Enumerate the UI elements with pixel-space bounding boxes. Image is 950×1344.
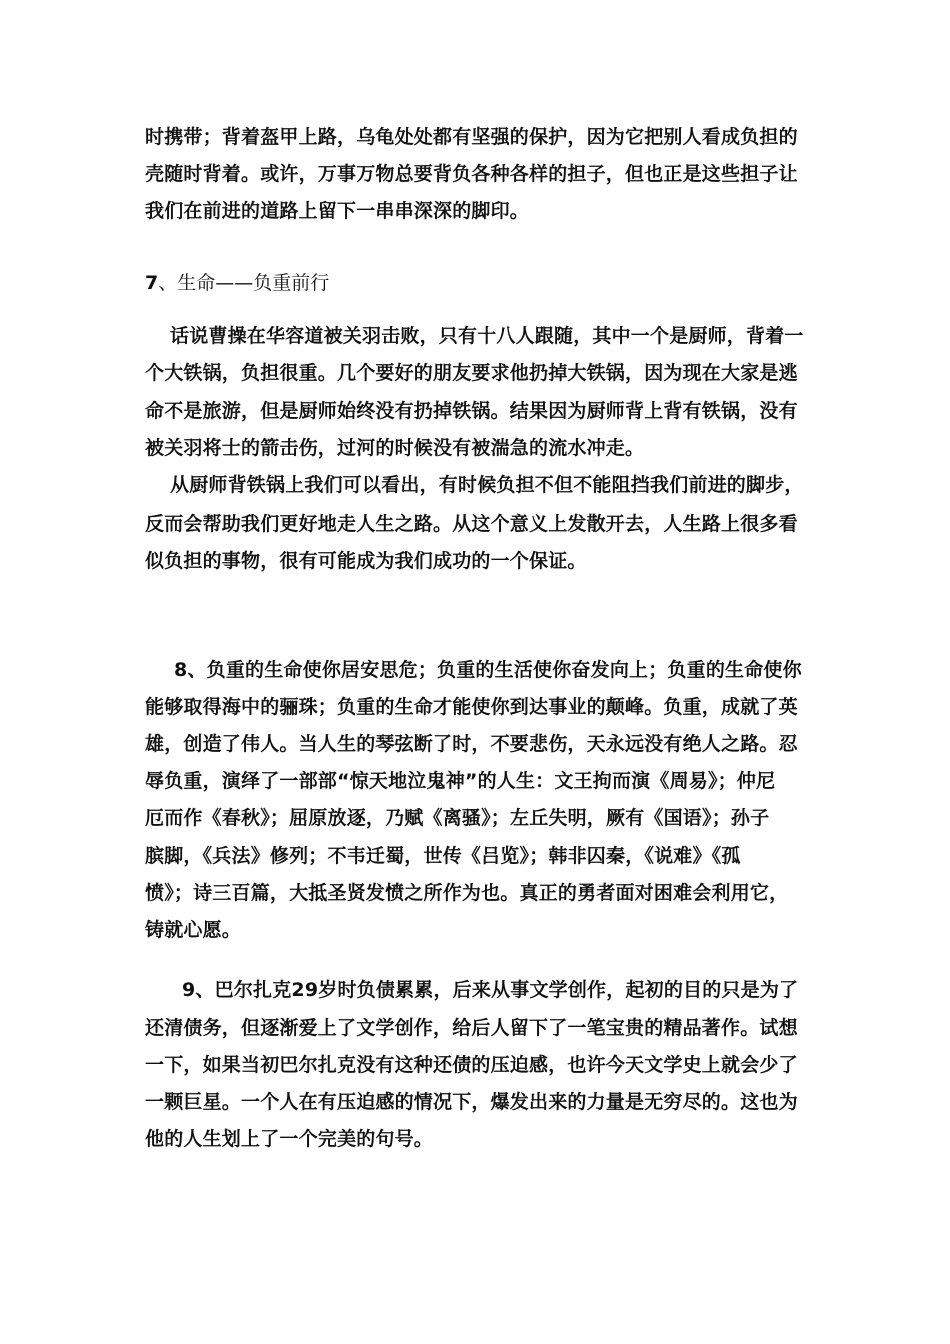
paragraph-line: 被关羽将士的箭击伤，过河的时候没有被湍急的流水冲走。 bbox=[145, 437, 645, 459]
paragraph-line: 一下，如果当初巴尔扎克没有这种还债的压迫感，也许今天文学史上就会少了 bbox=[145, 1054, 798, 1076]
paragraph-line: 9、巴尔扎克29岁时负债累累，后来从事文学创作，起初的目的只是为了 bbox=[182, 979, 799, 1001]
paragraph-line: 厄而作《春秋》；屈原放逐，乃赋《离骚》；左丘失明，厥有《国语》；孙子 bbox=[145, 807, 770, 829]
section-number: 8 bbox=[174, 659, 188, 681]
paragraph-line bbox=[174, 658, 802, 682]
paragraph-line: 从厨师背铁锅上我们可以看出，有时候负担不但不能阻挡我们前进的脚步， bbox=[170, 474, 804, 496]
paragraph-line: 壳随时背着。或许，万事万物总要背负各种各样的担子，但也正是这些担子让 bbox=[145, 163, 798, 185]
paragraph-line: 话说曹操在华容道被关羽击败，只有十八人跟随，其中一个是厨师，背着一 bbox=[170, 325, 804, 347]
section-number: 7 bbox=[145, 272, 159, 294]
paragraph-line: 命不是旅游，但是厨师始终没有扔掉铁锅。结果因为厨师背上背有铁锅，没有 bbox=[145, 400, 798, 422]
paragraph-line: 膑脚，《兵法》修列；不韦迁蜀，世传《吕览》；韩非囚秦，《说难》《孤 bbox=[145, 845, 741, 867]
paragraph-line: 辱负重，演绎了一部部“惊天地泣鬼神”的人生：文王拘而演《周易》；仲尼 bbox=[145, 770, 776, 792]
paragraph-text: 、负重的生命使你居安思危；负重的生活使你奋发向上；负重的生命使你 bbox=[187, 659, 802, 681]
paragraph-line: 我们在前进的道路上留下一串串深深的脚印。 bbox=[145, 200, 530, 222]
paragraph-line: 愤》；诗三百篇，大抵圣贤发愤之所作为也。真正的勇者面对困难会利用它， bbox=[145, 882, 789, 904]
section-heading bbox=[145, 271, 329, 295]
paragraph-line: 个大铁锅，负担很重。几个要好的朋友要求他扔掉大铁锅，因为现在大家是逃 bbox=[145, 362, 798, 384]
paragraph-line: 反而会帮助我们更好地走人生之路。从这个意义上发散开去，人生路上很多看 bbox=[145, 513, 798, 535]
paragraph-line: 雄，创造了伟人。当人生的琴弦断了时，不要悲伤，天永远没有绝人之路。忍 bbox=[145, 733, 798, 755]
paragraph-line: 他的人生划上了一个完美的句号。 bbox=[145, 1128, 434, 1150]
section-title: 、生命——负重前行 bbox=[158, 272, 330, 294]
paragraph-line: 铸就心愿。 bbox=[145, 919, 242, 941]
paragraph-line: 时携带；背着盔甲上路，乌龟处处都有坚强的保护，因为它把别人看成负担的 bbox=[145, 126, 798, 148]
paragraph-line: 一颗巨星。一个人在有压迫感的情况下，爆发出来的力量是无穷尽的。这也为 bbox=[145, 1091, 798, 1113]
paragraph-line: 能够取得海中的骊珠；负重的生命才能使你到达事业的颠峰。负重，成就了英 bbox=[145, 696, 798, 718]
paragraph-line: 似负担的事物，很有可能成为我们成功的一个保证。 bbox=[145, 550, 587, 572]
paragraph-line: 还清债务，但逐渐爱上了文学创作，给后人留下了一笔宝贵的精品著作。试想 bbox=[145, 1017, 798, 1039]
